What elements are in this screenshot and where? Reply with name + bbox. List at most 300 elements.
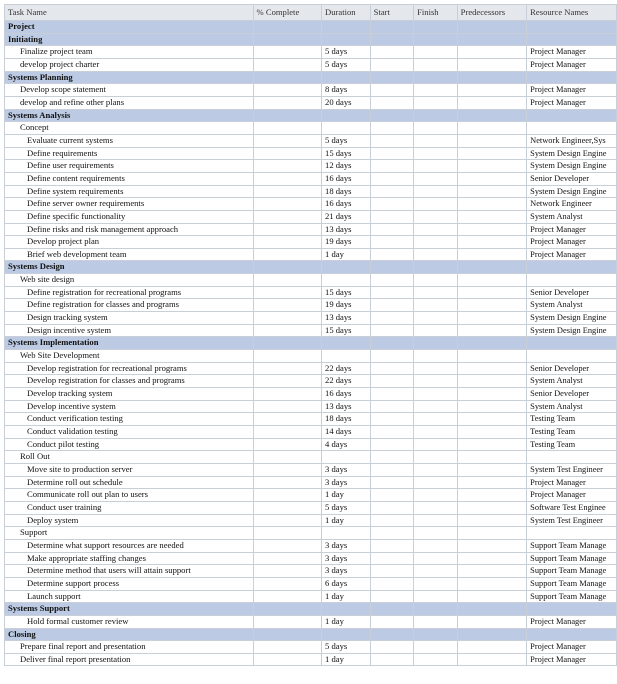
duration-cell[interactable]: 5 days (322, 58, 371, 71)
start-cell[interactable] (370, 451, 413, 464)
task-name-cell[interactable]: Evaluate current systems (5, 134, 254, 147)
start-cell[interactable] (370, 489, 413, 502)
summary-row[interactable] (5, 603, 617, 616)
finish-cell[interactable] (414, 160, 458, 173)
duration-cell[interactable] (322, 527, 371, 540)
finish-cell[interactable] (414, 653, 458, 666)
predecessors-cell[interactable] (457, 46, 527, 59)
task-row[interactable] (5, 539, 617, 552)
percent-complete-cell[interactable] (253, 476, 321, 489)
task-row[interactable] (5, 514, 617, 527)
task-name-cell[interactable]: Develop incentive system (5, 400, 254, 413)
task-row[interactable] (5, 615, 617, 628)
percent-complete-cell[interactable] (253, 350, 321, 363)
predecessors-cell[interactable] (457, 71, 527, 84)
task-name-cell[interactable]: Define content requirements (5, 172, 254, 185)
duration-cell[interactable]: 18 days (322, 185, 371, 198)
resource-names-cell[interactable]: System Design Engine (527, 324, 617, 337)
task-row[interactable] (5, 577, 617, 590)
start-cell[interactable] (370, 248, 413, 261)
task-row[interactable] (5, 198, 617, 211)
task-name-cell[interactable]: develop and refine other plans (5, 96, 254, 109)
task-name-cell[interactable]: Conduct user training (5, 501, 254, 514)
predecessors-cell[interactable] (457, 615, 527, 628)
duration-cell[interactable] (322, 21, 371, 34)
duration-cell[interactable] (322, 33, 371, 46)
task-name-cell[interactable]: develop project charter (5, 58, 254, 71)
duration-cell[interactable]: 15 days (322, 147, 371, 160)
resource-names-cell[interactable]: Support Team Manage (527, 577, 617, 590)
finish-cell[interactable] (414, 58, 458, 71)
duration-cell[interactable]: 1 day (322, 514, 371, 527)
start-cell[interactable] (370, 198, 413, 211)
start-cell[interactable] (370, 653, 413, 666)
percent-complete-cell[interactable] (253, 236, 321, 249)
task-row[interactable] (5, 46, 617, 59)
task-row[interactable] (5, 388, 617, 401)
task-name-cell[interactable]: Develop scope statement (5, 84, 254, 97)
duration-cell[interactable] (322, 337, 371, 350)
start-cell[interactable] (370, 577, 413, 590)
resource-names-cell[interactable] (527, 261, 617, 274)
duration-cell[interactable]: 16 days (322, 172, 371, 185)
finish-cell[interactable] (414, 109, 458, 122)
finish-cell[interactable] (414, 362, 458, 375)
percent-complete-cell[interactable] (253, 46, 321, 59)
task-row[interactable] (5, 400, 617, 413)
task-name-cell[interactable]: Define system requirements (5, 185, 254, 198)
finish-cell[interactable] (414, 350, 458, 363)
predecessors-cell[interactable] (457, 147, 527, 160)
percent-complete-cell[interactable] (253, 134, 321, 147)
task-name-cell[interactable]: Prepare final report and presentation (5, 641, 254, 654)
task-name-cell[interactable]: Define registration for recreational programs (5, 286, 254, 299)
task-name-cell[interactable]: Conduct pilot testing (5, 438, 254, 451)
task-name-cell[interactable]: Systems Analysis (5, 109, 254, 122)
resource-names-cell[interactable]: System Design Engine (527, 160, 617, 173)
start-cell[interactable] (370, 160, 413, 173)
duration-cell[interactable]: 5 days (322, 641, 371, 654)
predecessors-cell[interactable] (457, 324, 527, 337)
percent-complete-cell[interactable] (253, 210, 321, 223)
percent-complete-cell[interactable] (253, 438, 321, 451)
resource-names-cell[interactable]: Support Team Manage (527, 590, 617, 603)
task-row[interactable] (5, 375, 617, 388)
task-row[interactable] (5, 58, 617, 71)
task-name-cell[interactable]: Systems Implementation (5, 337, 254, 350)
finish-cell[interactable] (414, 375, 458, 388)
col-header-finish[interactable]: Finish (414, 5, 458, 21)
finish-cell[interactable] (414, 514, 458, 527)
percent-complete-cell[interactable] (253, 109, 321, 122)
resource-names-cell[interactable]: Project Manager (527, 641, 617, 654)
predecessors-cell[interactable] (457, 527, 527, 540)
task-name-cell[interactable]: Define registration for classes and programs (5, 299, 254, 312)
start-cell[interactable] (370, 84, 413, 97)
finish-cell[interactable] (414, 274, 458, 287)
finish-cell[interactable] (414, 527, 458, 540)
subsummary-row[interactable] (5, 527, 617, 540)
predecessors-cell[interactable] (457, 539, 527, 552)
resource-names-cell[interactable]: Testing Team (527, 438, 617, 451)
finish-cell[interactable] (414, 539, 458, 552)
percent-complete-cell[interactable] (253, 451, 321, 464)
predecessors-cell[interactable] (457, 172, 527, 185)
duration-cell[interactable]: 13 days (322, 400, 371, 413)
resource-names-cell[interactable]: Testing Team (527, 413, 617, 426)
task-name-cell[interactable]: Concept (5, 122, 254, 135)
predecessors-cell[interactable] (457, 21, 527, 34)
task-name-cell[interactable]: Develop registration for recreational programs (5, 362, 254, 375)
finish-cell[interactable] (414, 489, 458, 502)
resource-names-cell[interactable]: Testing Team (527, 426, 617, 439)
predecessors-cell[interactable] (457, 641, 527, 654)
start-cell[interactable] (370, 476, 413, 489)
resource-names-cell[interactable]: Project Manager (527, 96, 617, 109)
task-row[interactable] (5, 489, 617, 502)
predecessors-cell[interactable] (457, 109, 527, 122)
resource-names-cell[interactable]: Project Manager (527, 84, 617, 97)
finish-cell[interactable] (414, 400, 458, 413)
task-name-cell[interactable]: Determine method that users will attain support (5, 565, 254, 578)
finish-cell[interactable] (414, 438, 458, 451)
finish-cell[interactable] (414, 476, 458, 489)
start-cell[interactable] (370, 312, 413, 325)
percent-complete-cell[interactable] (253, 261, 321, 274)
resource-names-cell[interactable] (527, 109, 617, 122)
start-cell[interactable] (370, 628, 413, 641)
percent-complete-cell[interactable] (253, 248, 321, 261)
task-name-cell[interactable]: Design tracking system (5, 312, 254, 325)
duration-cell[interactable]: 1 day (322, 615, 371, 628)
finish-cell[interactable] (414, 501, 458, 514)
percent-complete-cell[interactable] (253, 185, 321, 198)
resource-names-cell[interactable]: System Analyst (527, 210, 617, 223)
predecessors-cell[interactable] (457, 160, 527, 173)
duration-cell[interactable]: 5 days (322, 501, 371, 514)
percent-complete-cell[interactable] (253, 223, 321, 236)
duration-cell[interactable]: 15 days (322, 286, 371, 299)
task-row[interactable] (5, 223, 617, 236)
percent-complete-cell[interactable] (253, 274, 321, 287)
percent-complete-cell[interactable] (253, 388, 321, 401)
resource-names-cell[interactable]: Project Manager (527, 223, 617, 236)
resource-names-cell[interactable] (527, 33, 617, 46)
task-name-cell[interactable]: Develop registration for classes and programs (5, 375, 254, 388)
task-name-cell[interactable]: Conduct verification testing (5, 413, 254, 426)
resource-names-cell[interactable]: Senior Developer (527, 362, 617, 375)
resource-names-cell[interactable]: Senior Developer (527, 286, 617, 299)
percent-complete-cell[interactable] (253, 21, 321, 34)
duration-cell[interactable] (322, 628, 371, 641)
finish-cell[interactable] (414, 33, 458, 46)
duration-cell[interactable] (322, 451, 371, 464)
task-name-cell[interactable]: Systems Support (5, 603, 254, 616)
finish-cell[interactable] (414, 426, 458, 439)
resource-names-cell[interactable] (527, 71, 617, 84)
duration-cell[interactable]: 5 days (322, 134, 371, 147)
start-cell[interactable] (370, 134, 413, 147)
percent-complete-cell[interactable] (253, 615, 321, 628)
task-row[interactable] (5, 147, 617, 160)
task-name-cell[interactable]: Roll Out (5, 451, 254, 464)
start-cell[interactable] (370, 527, 413, 540)
col-header-task-name[interactable]: Task Name (5, 5, 254, 21)
duration-cell[interactable]: 15 days (322, 324, 371, 337)
resource-names-cell[interactable]: Support Team Manage (527, 552, 617, 565)
percent-complete-cell[interactable] (253, 426, 321, 439)
task-name-cell[interactable]: Define risks and risk management approach (5, 223, 254, 236)
task-row[interactable] (5, 438, 617, 451)
duration-cell[interactable]: 5 days (322, 46, 371, 59)
finish-cell[interactable] (414, 615, 458, 628)
percent-complete-cell[interactable] (253, 400, 321, 413)
finish-cell[interactable] (414, 451, 458, 464)
predecessors-cell[interactable] (457, 426, 527, 439)
predecessors-cell[interactable] (457, 286, 527, 299)
duration-cell[interactable]: 4 days (322, 438, 371, 451)
start-cell[interactable] (370, 463, 413, 476)
task-row[interactable] (5, 565, 617, 578)
resource-names-cell[interactable]: System Analyst (527, 299, 617, 312)
duration-cell[interactable]: 1 day (322, 248, 371, 261)
finish-cell[interactable] (414, 46, 458, 59)
resource-names-cell[interactable]: System Design Engine (527, 312, 617, 325)
task-name-cell[interactable]: Conduct validation testing (5, 426, 254, 439)
task-name-cell[interactable]: Define server owner requirements (5, 198, 254, 211)
percent-complete-cell[interactable] (253, 552, 321, 565)
task-name-cell[interactable]: Project (5, 21, 254, 34)
predecessors-cell[interactable] (457, 603, 527, 616)
task-name-cell[interactable]: Initiating (5, 33, 254, 46)
resource-names-cell[interactable]: Project Manager (527, 476, 617, 489)
predecessors-cell[interactable] (457, 590, 527, 603)
task-name-cell[interactable]: Determine what support resources are needed (5, 539, 254, 552)
predecessors-cell[interactable] (457, 299, 527, 312)
start-cell[interactable] (370, 350, 413, 363)
finish-cell[interactable] (414, 96, 458, 109)
summary-row[interactable] (5, 109, 617, 122)
task-name-cell[interactable]: Systems Design (5, 261, 254, 274)
duration-cell[interactable]: 3 days (322, 539, 371, 552)
finish-cell[interactable] (414, 286, 458, 299)
predecessors-cell[interactable] (457, 248, 527, 261)
start-cell[interactable] (370, 539, 413, 552)
summary-row[interactable] (5, 261, 617, 274)
predecessors-cell[interactable] (457, 261, 527, 274)
summary-row[interactable] (5, 337, 617, 350)
percent-complete-cell[interactable] (253, 527, 321, 540)
resource-names-cell[interactable] (527, 274, 617, 287)
start-cell[interactable] (370, 261, 413, 274)
duration-cell[interactable]: 1 day (322, 653, 371, 666)
duration-cell[interactable]: 20 days (322, 96, 371, 109)
finish-cell[interactable] (414, 134, 458, 147)
finish-cell[interactable] (414, 413, 458, 426)
duration-cell[interactable]: 1 day (322, 489, 371, 502)
percent-complete-cell[interactable] (253, 71, 321, 84)
start-cell[interactable] (370, 388, 413, 401)
task-name-cell[interactable]: Define user requirements (5, 160, 254, 173)
predecessors-cell[interactable] (457, 552, 527, 565)
predecessors-cell[interactable] (457, 274, 527, 287)
predecessors-cell[interactable] (457, 134, 527, 147)
predecessors-cell[interactable] (457, 33, 527, 46)
start-cell[interactable] (370, 413, 413, 426)
subsummary-row[interactable] (5, 122, 617, 135)
start-cell[interactable] (370, 615, 413, 628)
predecessors-cell[interactable] (457, 185, 527, 198)
task-name-cell[interactable]: Define specific functionality (5, 210, 254, 223)
start-cell[interactable] (370, 362, 413, 375)
start-cell[interactable] (370, 590, 413, 603)
finish-cell[interactable] (414, 299, 458, 312)
resource-names-cell[interactable]: Project Manager (527, 489, 617, 502)
resource-names-cell[interactable]: System Design Engine (527, 185, 617, 198)
summary-row[interactable] (5, 33, 617, 46)
percent-complete-cell[interactable] (253, 160, 321, 173)
task-name-cell[interactable]: Deploy system (5, 514, 254, 527)
resource-names-cell[interactable]: System Design Engine (527, 147, 617, 160)
duration-cell[interactable]: 19 days (322, 299, 371, 312)
task-name-cell[interactable]: Design incentive system (5, 324, 254, 337)
task-row[interactable] (5, 362, 617, 375)
duration-cell[interactable]: 18 days (322, 413, 371, 426)
resource-names-cell[interactable]: Project Manager (527, 653, 617, 666)
duration-cell[interactable] (322, 122, 371, 135)
task-row[interactable] (5, 312, 617, 325)
duration-cell[interactable] (322, 603, 371, 616)
task-name-cell[interactable]: Finalize project team (5, 46, 254, 59)
start-cell[interactable] (370, 324, 413, 337)
col-header-duration[interactable]: Duration (322, 5, 371, 21)
duration-cell[interactable]: 16 days (322, 198, 371, 211)
task-name-cell[interactable]: Communicate roll out plan to users (5, 489, 254, 502)
task-name-cell[interactable]: Systems Planning (5, 71, 254, 84)
resource-names-cell[interactable]: Project Manager (527, 46, 617, 59)
task-row[interactable] (5, 413, 617, 426)
predecessors-cell[interactable] (457, 362, 527, 375)
duration-cell[interactable]: 14 days (322, 426, 371, 439)
percent-complete-cell[interactable] (253, 299, 321, 312)
predecessors-cell[interactable] (457, 489, 527, 502)
task-name-cell[interactable]: Make appropriate staffing changes (5, 552, 254, 565)
percent-complete-cell[interactable] (253, 96, 321, 109)
finish-cell[interactable] (414, 84, 458, 97)
resource-names-cell[interactable]: Software Test Enginee (527, 501, 617, 514)
percent-complete-cell[interactable] (253, 577, 321, 590)
subsummary-row[interactable] (5, 274, 617, 287)
finish-cell[interactable] (414, 565, 458, 578)
finish-cell[interactable] (414, 21, 458, 34)
finish-cell[interactable] (414, 463, 458, 476)
finish-cell[interactable] (414, 312, 458, 325)
predecessors-cell[interactable] (457, 312, 527, 325)
duration-cell[interactable] (322, 71, 371, 84)
task-name-cell[interactable]: Closing (5, 628, 254, 641)
predecessors-cell[interactable] (457, 463, 527, 476)
percent-complete-cell[interactable] (253, 362, 321, 375)
start-cell[interactable] (370, 58, 413, 71)
predecessors-cell[interactable] (457, 198, 527, 211)
predecessors-cell[interactable] (457, 122, 527, 135)
task-row[interactable] (5, 476, 617, 489)
start-cell[interactable] (370, 71, 413, 84)
start-cell[interactable] (370, 274, 413, 287)
predecessors-cell[interactable] (457, 413, 527, 426)
task-name-cell[interactable]: Develop project plan (5, 236, 254, 249)
duration-cell[interactable]: 19 days (322, 236, 371, 249)
summary-row[interactable] (5, 71, 617, 84)
summary-row[interactable] (5, 628, 617, 641)
percent-complete-cell[interactable] (253, 653, 321, 666)
start-cell[interactable] (370, 375, 413, 388)
start-cell[interactable] (370, 603, 413, 616)
finish-cell[interactable] (414, 337, 458, 350)
percent-complete-cell[interactable] (253, 603, 321, 616)
col-header-predecessors[interactable]: Predecessors (457, 5, 527, 21)
percent-complete-cell[interactable] (253, 375, 321, 388)
predecessors-cell[interactable] (457, 223, 527, 236)
resource-names-cell[interactable]: System Test Engineer (527, 463, 617, 476)
resource-names-cell[interactable] (527, 337, 617, 350)
task-row[interactable] (5, 160, 617, 173)
predecessors-cell[interactable] (457, 628, 527, 641)
task-name-cell[interactable]: Develop tracking system (5, 388, 254, 401)
start-cell[interactable] (370, 565, 413, 578)
task-row[interactable] (5, 286, 617, 299)
duration-cell[interactable]: 22 days (322, 375, 371, 388)
task-name-cell[interactable]: Define requirements (5, 147, 254, 160)
predecessors-cell[interactable] (457, 438, 527, 451)
task-name-cell[interactable]: Determine support process (5, 577, 254, 590)
duration-cell[interactable]: 3 days (322, 565, 371, 578)
start-cell[interactable] (370, 501, 413, 514)
duration-cell[interactable]: 21 days (322, 210, 371, 223)
duration-cell[interactable] (322, 350, 371, 363)
duration-cell[interactable] (322, 261, 371, 274)
duration-cell[interactable]: 16 days (322, 388, 371, 401)
start-cell[interactable] (370, 286, 413, 299)
predecessors-cell[interactable] (457, 400, 527, 413)
percent-complete-cell[interactable] (253, 413, 321, 426)
start-cell[interactable] (370, 109, 413, 122)
predecessors-cell[interactable] (457, 96, 527, 109)
finish-cell[interactable] (414, 324, 458, 337)
duration-cell[interactable]: 13 days (322, 223, 371, 236)
task-row[interactable] (5, 463, 617, 476)
resource-names-cell[interactable]: Project Manager (527, 58, 617, 71)
start-cell[interactable] (370, 641, 413, 654)
task-row[interactable] (5, 501, 617, 514)
predecessors-cell[interactable] (457, 388, 527, 401)
start-cell[interactable] (370, 210, 413, 223)
task-row[interactable] (5, 172, 617, 185)
task-row[interactable] (5, 426, 617, 439)
resource-names-cell[interactable]: System Analyst (527, 400, 617, 413)
finish-cell[interactable] (414, 590, 458, 603)
start-cell[interactable] (370, 46, 413, 59)
subsummary-row[interactable] (5, 350, 617, 363)
start-cell[interactable] (370, 438, 413, 451)
task-row[interactable] (5, 185, 617, 198)
finish-cell[interactable] (414, 198, 458, 211)
resource-names-cell[interactable] (527, 350, 617, 363)
start-cell[interactable] (370, 21, 413, 34)
percent-complete-cell[interactable] (253, 147, 321, 160)
percent-complete-cell[interactable] (253, 312, 321, 325)
start-cell[interactable] (370, 96, 413, 109)
